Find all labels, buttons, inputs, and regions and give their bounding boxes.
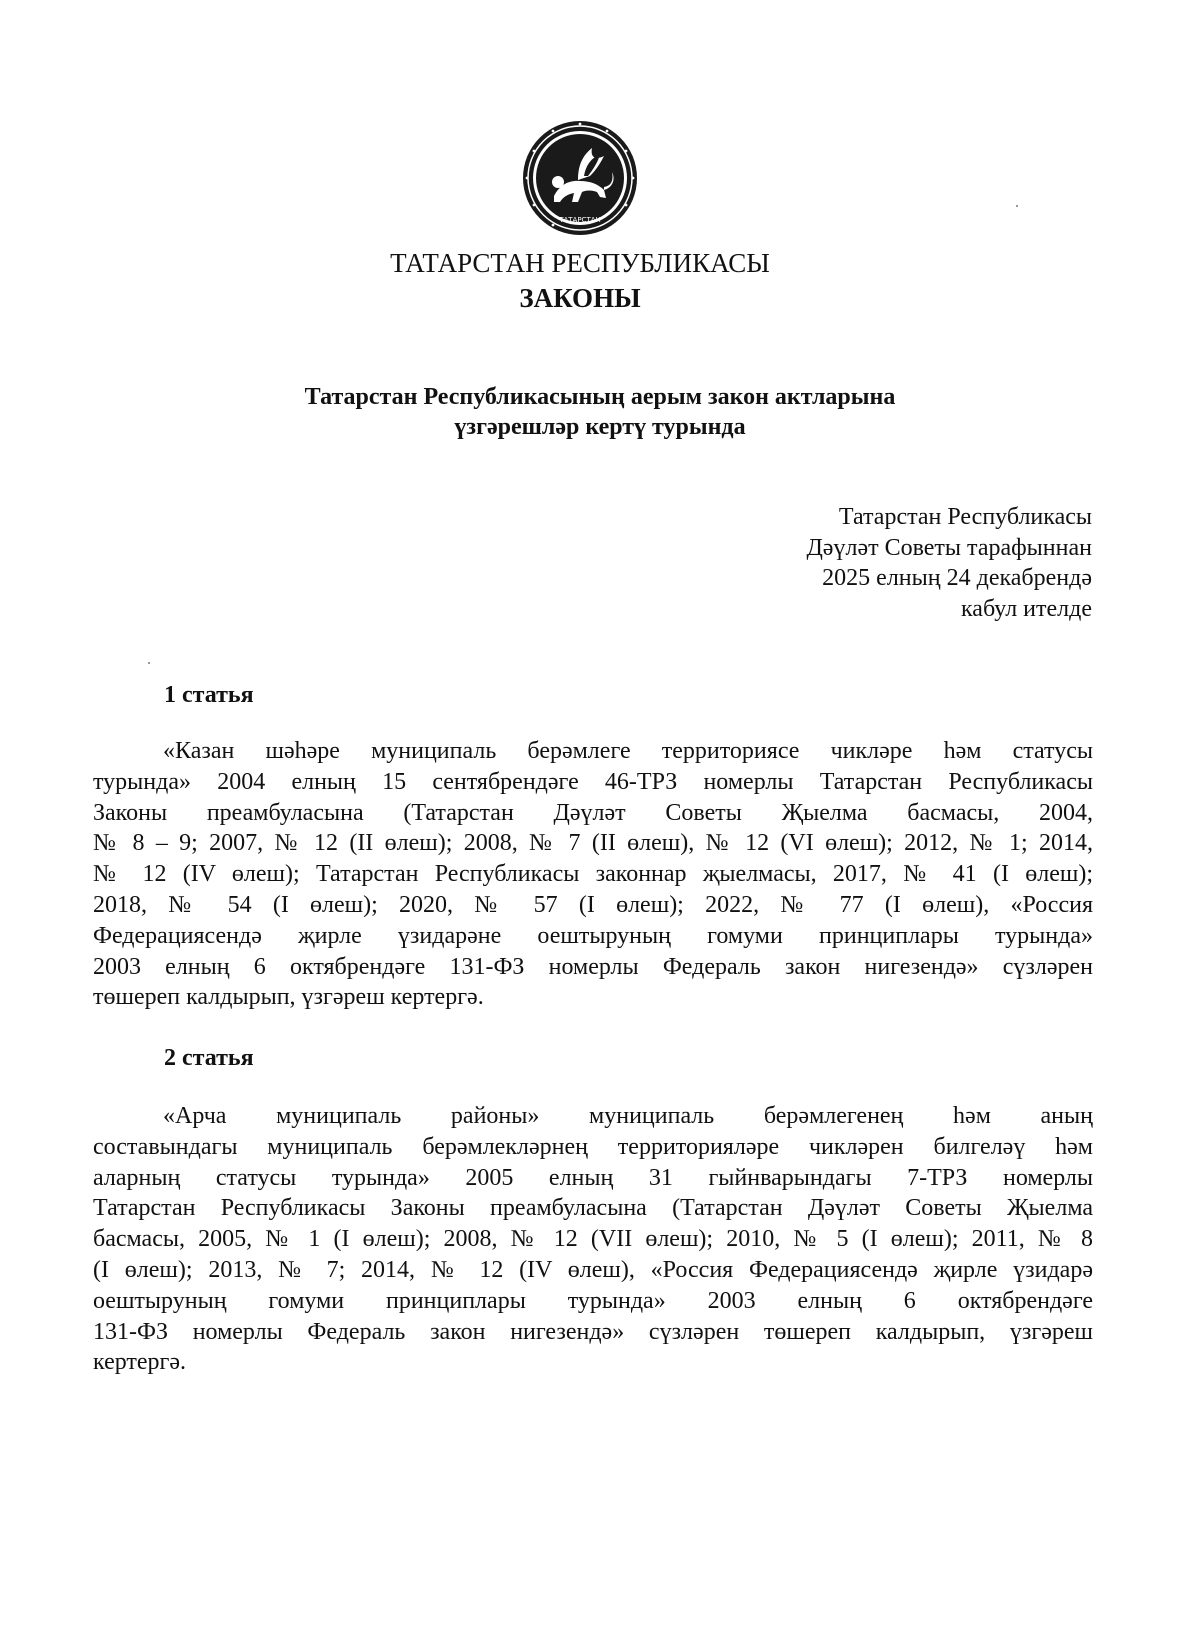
document-type: ЗАКОНЫ (519, 283, 641, 313)
scan-speck (148, 662, 150, 664)
article-text-line: «Арча муниципаль районы» муниципаль берәмлегенең һәм аның (163, 1103, 1093, 1129)
article-text-line: төшереп калдырып, үзгәреш кертергә. (93, 984, 484, 1011)
article-1-heading: 1 статья (164, 682, 254, 708)
article-2-body (93, 1101, 1093, 1378)
article-1-body (93, 736, 1093, 1013)
article-text-line: оештыруның гомуми принциплары турында» 2003 елның 6 октябрендәге (93, 1287, 1093, 1314)
article-text-line: Федерациясендә җирле үзидарәне оештыруның гомуми принциплары турында» (93, 922, 1093, 949)
article-2-heading: 2 статья (164, 1045, 254, 1071)
article-text-line: Татарстан Республикасы Законы преамбуласына (Татарстан Дәүләт Советы Җыелма (93, 1195, 1093, 1222)
adoption-line: Татарстан Республикасы (838, 504, 1092, 530)
article-text-line: составындагы муниципаль берәмлекләрнең территорияләре чикләрен билгеләү һәм (93, 1133, 1093, 1160)
issuer-name: ТАТАРСТАН РЕСПУБЛИКАСЫ (390, 248, 770, 278)
article-text-line: аларның статусы турында» 2005 елның 31 гыйнварындагы 7-ТРЗ номерлы (93, 1164, 1093, 1191)
article-text-line: Законы преамбуласына (Татарстан Дәүләт Советы Җыелма басмасы, 2004, (93, 799, 1093, 826)
article-text-line: кертергә. (93, 1349, 187, 1376)
article-text-line: турында» 2004 елның 15 сентябрендәге 46-ТРЗ номерлы Татарстан Республикасы (93, 768, 1093, 795)
adoption-line: 2025 елның 24 декабрендә (822, 565, 1092, 591)
scan-speck (1016, 205, 1018, 207)
article-text-line: басмасы, 2005, № 1 (I өлеш); 2008, № 12 (VII өлеш); 2010, № 5 (I өлеш); 2011, № 8 (93, 1226, 1093, 1253)
article-text-line: 131-ФЗ номерлы Федераль закон нигезендә» сүзләрен төшереп калдырып, үзгәреш (93, 1318, 1093, 1345)
adoption-statement (806, 502, 1092, 624)
emblem-ribbon-text: ТАТАРСТАН (559, 216, 601, 224)
article-text-line: (I өлеш); 2013, № 7; 2014, № 12 (IV өлеш), «Россия Федерациясендә җирле үзидарә (93, 1256, 1093, 1283)
article-text-line: «Казан шәһәре муниципаль берәмлеге территориясе чикләре һәм статусы (163, 738, 1093, 764)
law-title-line-2: үзгәрешләр кертү турында (454, 414, 746, 440)
adoption-line: кабул ителде (961, 595, 1092, 622)
tatarstan-coat-of-arms-icon (520, 118, 640, 238)
article-text-line: № 12 (IV өлеш); Татарстан Республикасы законнар җыелмасы, 2017, № 41 (I өлеш); (93, 861, 1093, 888)
adoption-line: Дәүләт Советы тарафыннан (806, 534, 1092, 561)
article-text-line: 2003 елның 6 октябрендәге 131-ФЗ номерлы Федераль закон нигезендә» сүзләрен (93, 953, 1093, 980)
article-text-line: 2018, № 54 (I өлеш); 2020, № 57 (I өлеш); 2022, № 77 (I өлеш), «Россия (93, 891, 1093, 918)
article-text-line: № 8 – 9; 2007, № 12 (II өлеш); 2008, № 7 (II өлеш), № 12 (VI өлеш); 2012, № 1; 2014, (93, 830, 1093, 857)
coat-of-arms-emblem (520, 118, 640, 238)
law-title-line-1: Татарстан Республикасының аерым закон актларына (304, 384, 896, 410)
